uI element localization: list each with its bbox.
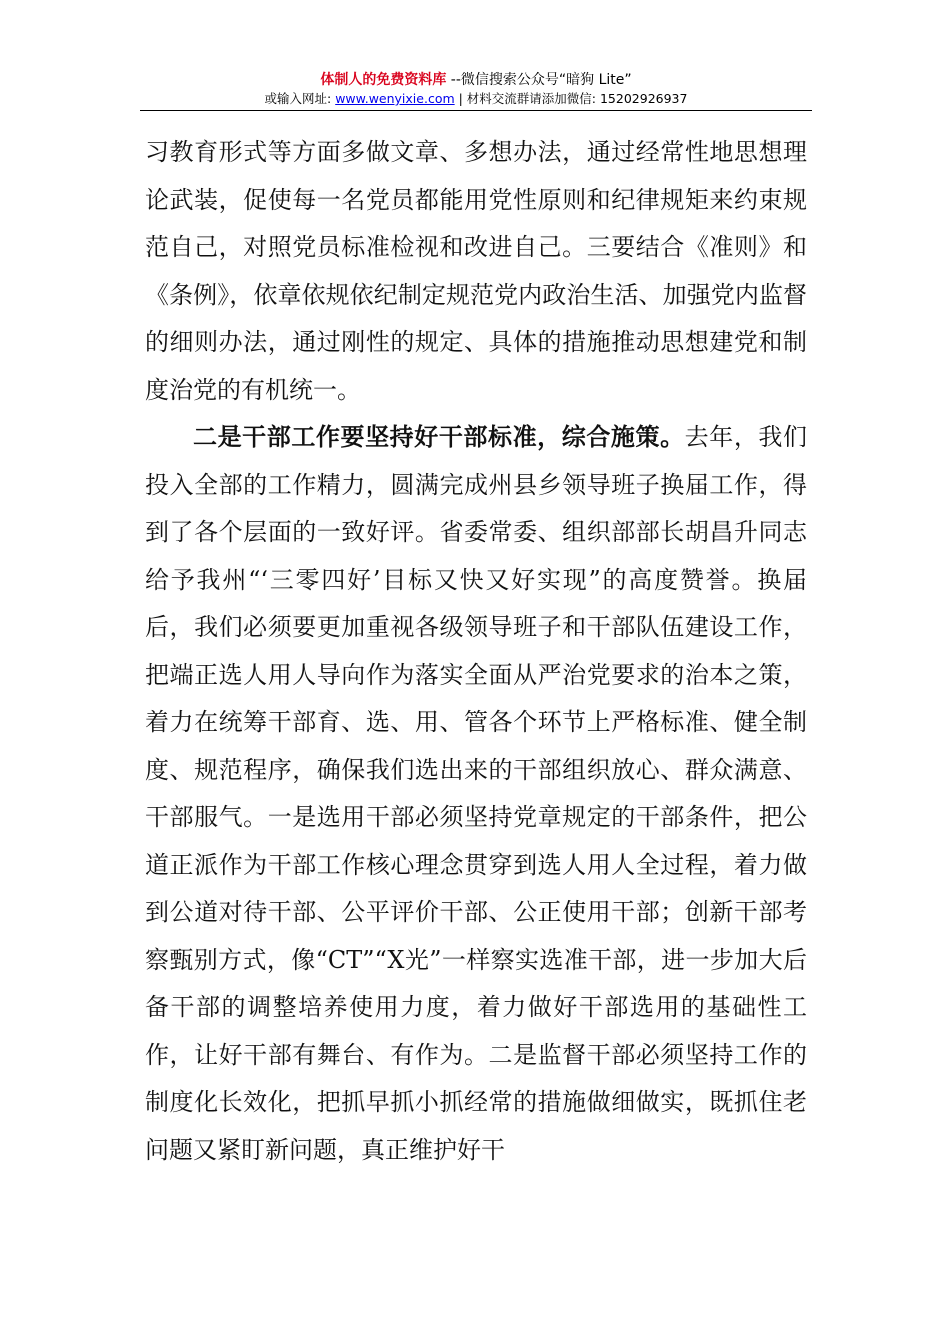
document-body (145, 129, 807, 1174)
header-tagline: --微信搜索公众号“暗狗 Lite” (446, 72, 632, 88)
header-brand: 体制人的免费资料库 (320, 72, 447, 88)
paragraph-1: 习教育形式等方面多做文章、多想办法，通过经常性地思想理论武装，促使每一名党员都能用党性原则和纪律规矩来约束规范自己，对照党员标准检视和改进自己。三要结合《准则》和《条例》，依章依规依纪制定规范党内政治生活、加强党内监督的细则办法，通过刚性的规定、具体的措施推动思想建党和制度治党的有机统一。 (145, 138, 807, 404)
header-url-prefix: 或输入网址: (264, 91, 336, 106)
page-header (140, 70, 812, 108)
header-banner (140, 70, 812, 90)
paragraph-2-lead: 二是干部工作要坚持好干部标准，综合施策。 (193, 423, 685, 451)
paragraph-2 (145, 414, 807, 1174)
header-contact-line (140, 90, 812, 108)
header-contact: | 材料交流群请添加微信: 15202926937 (454, 91, 688, 106)
paragraph-2-text: 去年，我们投入全部的工作精力，圆满完成州县乡领导班子换届工作，得到了各个层面的一致好评。省委常委、组织部部长胡昌升同志给予我州“‘三零四好’目标又快又好实现”的高度赞誉。换届后，我们必须要更加重视各级领导班子和干部队伍建设工作，把端正选人用人导向作为落实全面从严治党要求的治本之策，着力在统筹干部育、选、用、管各个环节上严格标准、健全制度、规范程序，确保我们选出来的干部组织放心、群众满意、干部服气。一是选用干部必须坚持党章规定的干部条件，把公道正派作为干部工作核心理念贯穿到选人用人全过程，着力做到公道对待干部、公平评价干部、公正使用干部；创新干部考察甄别方式，像“CT”“X光”一样察实选准干部，进一步加大后备干部的调整培养使用力度，着力做好干部选用的基础性工作，让好干部有舞台、有作为。二是监督干部必须坚持工作的制度化长效化，把抓早抓小抓经常的措施做细做实，既抓住老问题又紧盯新问题，真正维护好干 (145, 423, 808, 1164)
header-url-link[interactable]: www.wenyixie.com (335, 91, 455, 106)
header-divider (140, 110, 812, 111)
